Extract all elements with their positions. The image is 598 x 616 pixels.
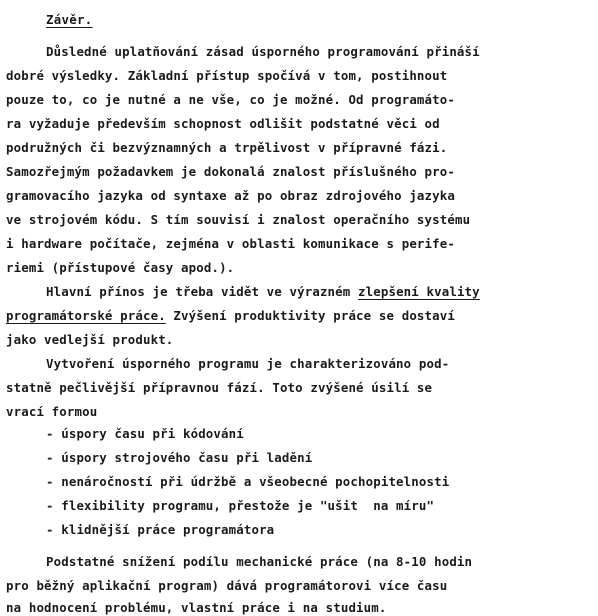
text-line: Samozřejmým požadavkem je dokonalá znalost příslušného pro- bbox=[6, 164, 455, 179]
text-line: i hardware počítače, zejména v oblasti komunikace s perife- bbox=[6, 236, 455, 251]
text-line: pouze to, co je nutné a ne vše, co je možné. Od programáto- bbox=[6, 92, 455, 107]
text-line: jako vedlejší produkt. bbox=[6, 332, 174, 347]
text-line: Důsledné uplatňování zásad úsporného programování přináší bbox=[46, 44, 480, 59]
text-line: Podstatné snížení podílu mechanické práce (na 8-10 hodin bbox=[46, 554, 473, 569]
text-line: gramovacího jazyka od syntaxe až po obraz zdrojového jazyka bbox=[6, 188, 455, 203]
text-line: statně pečlivější přípravnou fází. Toto zvýšené úsilí se bbox=[6, 380, 433, 395]
text-line: dobré výsledky. Základní přístup spočívá v tom, postihnout bbox=[6, 68, 448, 83]
text-line: vrací formou bbox=[6, 404, 98, 419]
underlined-phrase: programátorské práce. bbox=[6, 308, 166, 323]
text-line: podružných či bezvýznamných a trpělivost v přípravné fázi. bbox=[6, 140, 448, 155]
list-item: - flexibility programu, přestože je "ušit na míru" bbox=[46, 498, 435, 513]
list-item: - úspory strojového času při ladění bbox=[46, 450, 313, 465]
list-item: - úspory času při kódování bbox=[46, 426, 244, 441]
text-line: ra vyžaduje především schopnost odlišit podstatné věci od bbox=[6, 116, 440, 131]
text-line: pro běžný aplikační program) dává programátorovi více času bbox=[6, 578, 448, 593]
text-line bbox=[6, 308, 455, 324]
underlined-phrase: zlepšení kvality bbox=[358, 284, 480, 299]
text-segment: Zvýšení produktivity práce se dostaví bbox=[165, 308, 455, 323]
text-segment: Hlavní přínos je třeba vidět ve výrazném bbox=[46, 284, 359, 299]
text-line: na hodnocení problému, vlastní práce i na studium. bbox=[6, 600, 387, 615]
text-line: Vytvoření úsporného programu je charakterizováno pod- bbox=[46, 356, 450, 371]
text-line: ve strojovém kódu. S tím souvisí i znalost operačního systému bbox=[6, 212, 471, 227]
text-line bbox=[46, 284, 480, 300]
list-item: - nenáročností při údržbě a všeobecné pochopitelnosti bbox=[46, 474, 450, 489]
text-line: riemi (přístupové časy apod.). bbox=[6, 260, 235, 275]
document-heading: Závěr. bbox=[46, 12, 93, 27]
list-item: - klidnější práce programátora bbox=[46, 522, 275, 537]
